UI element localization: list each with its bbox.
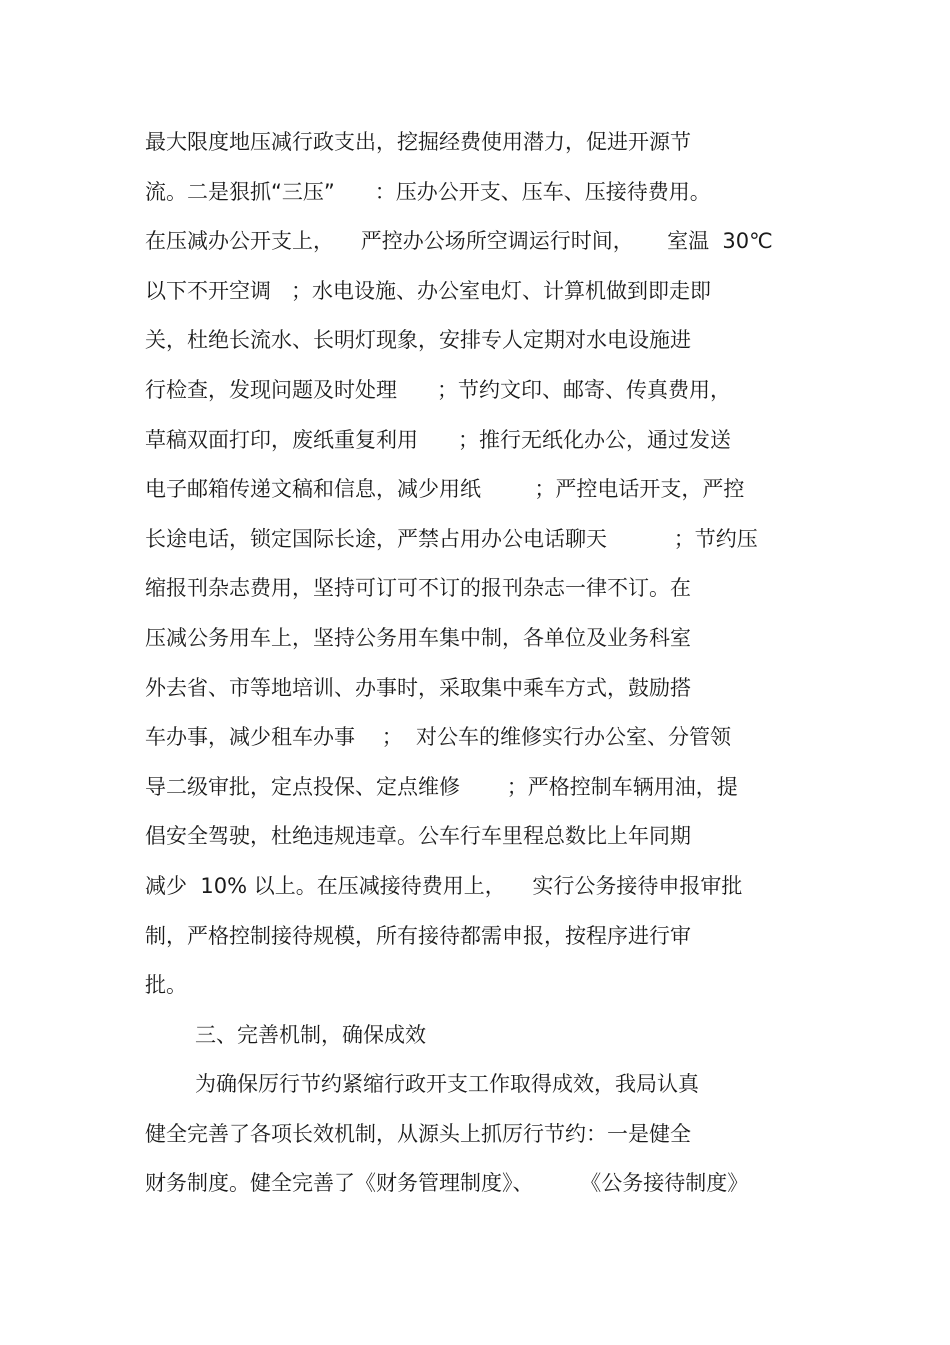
text-line: 倡安全驾驶，杜绝违规违章。公车行车里程总数比上年同期: [145, 824, 691, 849]
text-line: 外去省、市等地培训、办事时，采取集中乘车方式，鼓励搭: [145, 675, 691, 700]
text-line: 财务制度。健全完善了《财务管理制度》、 《公务接待制度》: [145, 1171, 749, 1196]
text-line: 长途电话，锁定国际长途，严禁占用办公电话聊天 ；节约压: [145, 526, 758, 551]
text-line: 导二级审批，定点投保、定点维修 ；严格控制车辆用油，提: [145, 774, 738, 799]
text-line: 草稿双面打印，废纸重复利用 ；推行无纸化办公，通过发送: [145, 427, 732, 452]
text-line: 车办事，减少租车办事 ； 对公车的维修实行办公室、分管领: [145, 725, 732, 750]
text-line: 在压减办公开支上， 严控办公场所空调运行时间， 室温 30℃: [145, 229, 773, 254]
text-line: 关，杜绝长流水、长明灯现象，安排专人定期对水电设施进: [145, 328, 691, 353]
text-line: 减少 10% 以上。在压减接待费用上， 实行公务接待申报审批: [145, 873, 743, 898]
paragraph-first-line: 为确保厉行节约紧缩行政开支工作取得成效，我局认真: [195, 1072, 699, 1097]
section-heading: 三、完善机制，确保成效: [195, 1022, 426, 1047]
body-text: [145, 122, 845, 1213]
text-line: 批。: [145, 973, 187, 998]
text-line: 最大限度地压减行政支出，挖掘经费使用潜力，促进开源节: [145, 130, 691, 154]
text-line: 电子邮箱传递文稿和信息，减少用纸 ；严控电话开支，严控: [145, 477, 745, 502]
text-line: 缩报刊杂志费用，坚持可订可不订的报刊杂志一律不订。在: [145, 576, 691, 601]
text-line: 行检查，发现问题及时处理 ；节约文印、邮寄、传真费用，: [145, 377, 732, 402]
text-line: 流。二是狠抓“三压” ：压办公开支、压车、压接待费用。: [145, 179, 711, 204]
text-line: 压减公务用车上，坚持公务用车集中制，各单位及业务科室: [145, 625, 691, 650]
text-line: 以下不开空调 ；水电设施、办公室电灯、计算机做到即走即: [145, 278, 712, 303]
text-line: 健全完善了各项长效机制，从源头上抓厉行节约：一是健全: [145, 1121, 691, 1146]
text-line: 制，严格控制接待规模，所有接待都需申报，按程序进行审: [145, 923, 691, 948]
